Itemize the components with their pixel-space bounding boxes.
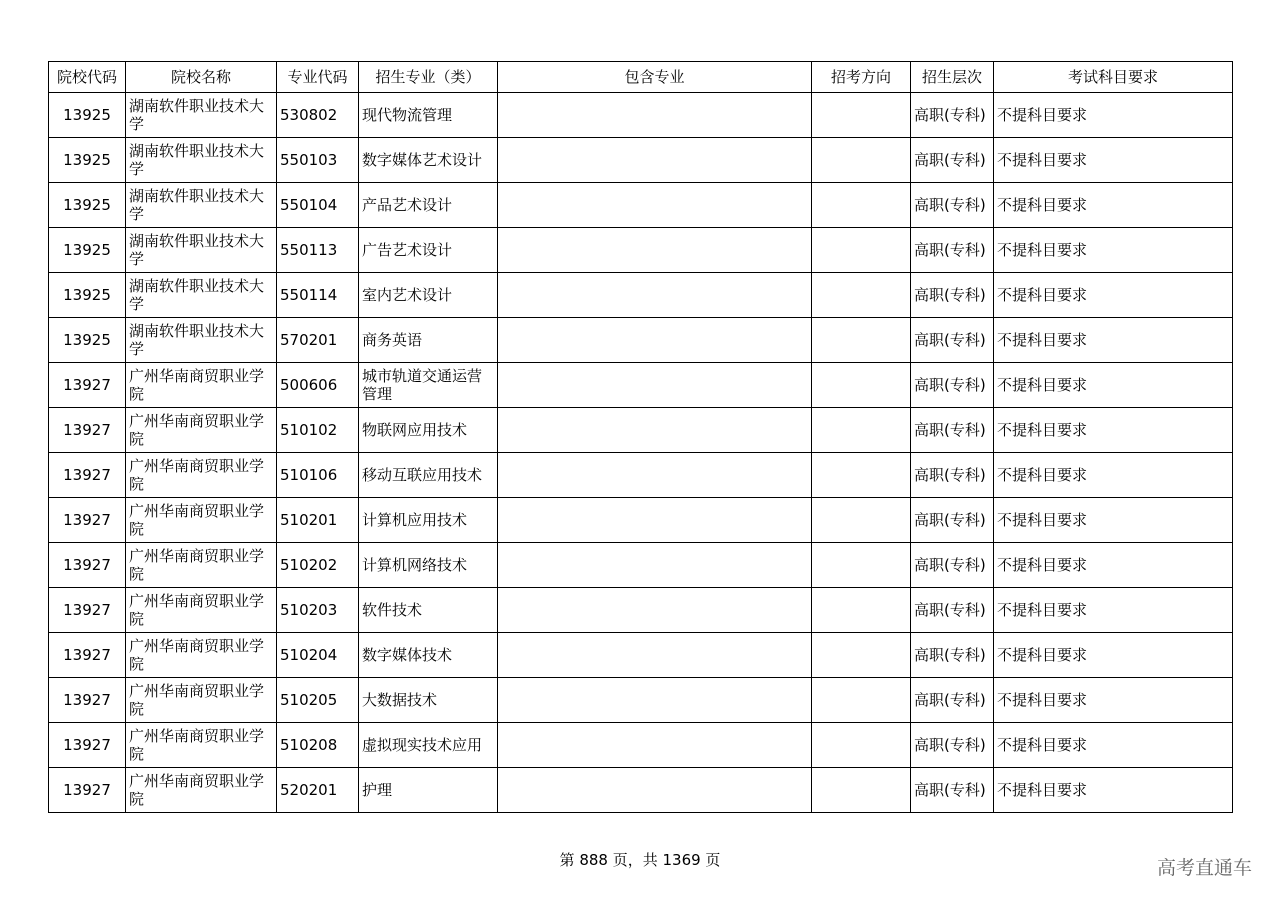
school-name-cell: 湖南软件职业技术大学 <box>126 228 277 273</box>
major-cell: 产品艺术设计 <box>359 183 498 228</box>
admissions-table <box>48 61 1233 813</box>
major-code-cell: 510204 <box>277 633 359 678</box>
major-cell: 数字媒体技术 <box>359 633 498 678</box>
major-code-cell: 570201 <box>277 318 359 363</box>
major-cell: 虚拟现实技术应用 <box>359 723 498 768</box>
school-name-cell: 湖南软件职业技术大学 <box>126 273 277 318</box>
level-cell: 高职(专科) <box>911 318 994 363</box>
major-cell: 城市轨道交通运营管理 <box>359 363 498 408</box>
page-footer: 第 888 页，共 1369 页 <box>559 851 721 869</box>
requirement-cell: 不提科目要求 <box>994 588 1233 633</box>
school-code-cell: 13925 <box>49 318 126 363</box>
level-cell: 高职(专科) <box>911 453 994 498</box>
school-name-cell: 广州华南商贸职业学院 <box>126 408 277 453</box>
direction-cell <box>812 498 911 543</box>
level-cell: 高职(专科) <box>911 93 994 138</box>
major-code-cell: 510208 <box>277 723 359 768</box>
included-majors-cell <box>498 93 812 138</box>
major-cell: 护理 <box>359 768 498 813</box>
table-row <box>49 723 1233 768</box>
included-majors-cell <box>498 228 812 273</box>
requirement-cell: 不提科目要求 <box>994 723 1233 768</box>
header-row <box>49 62 1233 93</box>
table-row <box>49 498 1233 543</box>
level-cell: 高职(专科) <box>911 633 994 678</box>
requirement-cell: 不提科目要求 <box>994 93 1233 138</box>
major-cell: 大数据技术 <box>359 678 498 723</box>
school-code-cell: 13927 <box>49 363 126 408</box>
school-name-cell: 湖南软件职业技术大学 <box>126 93 277 138</box>
included-majors-cell <box>498 453 812 498</box>
direction-cell <box>812 363 911 408</box>
direction-cell <box>812 543 911 588</box>
direction-cell <box>812 588 911 633</box>
table-row <box>49 183 1233 228</box>
included-majors-cell <box>498 768 812 813</box>
header-requirement: 考试科目要求 <box>994 62 1233 93</box>
level-cell: 高职(专科) <box>911 138 994 183</box>
school-name-cell: 广州华南商贸职业学院 <box>126 768 277 813</box>
table-row <box>49 588 1233 633</box>
included-majors-cell <box>498 543 812 588</box>
major-code-cell: 510106 <box>277 453 359 498</box>
school-code-cell: 13927 <box>49 498 126 543</box>
header-included-majors: 包含专业 <box>498 62 812 93</box>
school-code-cell: 13927 <box>49 408 126 453</box>
school-code-cell: 13927 <box>49 768 126 813</box>
requirement-cell: 不提科目要求 <box>994 318 1233 363</box>
level-cell: 高职(专科) <box>911 498 994 543</box>
school-code-cell: 13927 <box>49 543 126 588</box>
major-code-cell: 550103 <box>277 138 359 183</box>
major-cell: 计算机网络技术 <box>359 543 498 588</box>
school-code-cell: 13927 <box>49 723 126 768</box>
requirement-cell: 不提科目要求 <box>994 408 1233 453</box>
school-code-cell: 13925 <box>49 93 126 138</box>
school-code-cell: 13927 <box>49 453 126 498</box>
direction-cell <box>812 93 911 138</box>
direction-cell <box>812 183 911 228</box>
requirement-cell: 不提科目要求 <box>994 138 1233 183</box>
requirement-cell: 不提科目要求 <box>994 633 1233 678</box>
header-major: 招生专业（类） <box>359 62 498 93</box>
direction-cell <box>812 678 911 723</box>
major-code-cell: 550113 <box>277 228 359 273</box>
requirement-cell: 不提科目要求 <box>994 768 1233 813</box>
direction-cell <box>812 453 911 498</box>
major-cell: 广告艺术设计 <box>359 228 498 273</box>
school-name-cell: 广州华南商贸职业学院 <box>126 723 277 768</box>
direction-cell <box>812 408 911 453</box>
requirement-cell: 不提科目要求 <box>994 498 1233 543</box>
table-row <box>49 363 1233 408</box>
direction-cell <box>812 228 911 273</box>
watermark: 高考直通车 <box>1156 857 1252 879</box>
school-code-cell: 13925 <box>49 183 126 228</box>
included-majors-cell <box>498 183 812 228</box>
major-cell: 物联网应用技术 <box>359 408 498 453</box>
school-name-cell: 广州华南商贸职业学院 <box>126 678 277 723</box>
major-cell: 计算机应用技术 <box>359 498 498 543</box>
school-code-cell: 13927 <box>49 633 126 678</box>
included-majors-cell <box>498 633 812 678</box>
school-code-cell: 13927 <box>49 678 126 723</box>
major-cell: 数字媒体艺术设计 <box>359 138 498 183</box>
major-code-cell: 510201 <box>277 498 359 543</box>
school-name-cell: 广州华南商贸职业学院 <box>126 453 277 498</box>
table-row <box>49 678 1233 723</box>
school-code-cell: 13925 <box>49 273 126 318</box>
level-cell: 高职(专科) <box>911 363 994 408</box>
school-name-cell: 湖南软件职业技术大学 <box>126 138 277 183</box>
level-cell: 高职(专科) <box>911 543 994 588</box>
direction-cell <box>812 768 911 813</box>
major-cell: 室内艺术设计 <box>359 273 498 318</box>
direction-cell <box>812 318 911 363</box>
level-cell: 高职(专科) <box>911 228 994 273</box>
table-row <box>49 228 1233 273</box>
header-direction: 招考方向 <box>812 62 911 93</box>
major-code-cell: 510205 <box>277 678 359 723</box>
school-name-cell: 广州华南商贸职业学院 <box>126 633 277 678</box>
included-majors-cell <box>498 498 812 543</box>
major-code-cell: 550104 <box>277 183 359 228</box>
requirement-cell: 不提科目要求 <box>994 678 1233 723</box>
level-cell: 高职(专科) <box>911 678 994 723</box>
major-code-cell: 530802 <box>277 93 359 138</box>
major-cell: 软件技术 <box>359 588 498 633</box>
school-name-cell: 广州华南商贸职业学院 <box>126 543 277 588</box>
header-school-code: 院校代码 <box>49 62 126 93</box>
table-row <box>49 543 1233 588</box>
requirement-cell: 不提科目要求 <box>994 228 1233 273</box>
table-row <box>49 138 1233 183</box>
table-row <box>49 273 1233 318</box>
major-cell: 商务英语 <box>359 318 498 363</box>
included-majors-cell <box>498 318 812 363</box>
table-row <box>49 453 1233 498</box>
major-code-cell: 510203 <box>277 588 359 633</box>
school-code-cell: 13927 <box>49 588 126 633</box>
requirement-cell: 不提科目要求 <box>994 183 1233 228</box>
included-majors-cell <box>498 363 812 408</box>
major-code-cell: 500606 <box>277 363 359 408</box>
included-majors-cell <box>498 408 812 453</box>
direction-cell <box>812 723 911 768</box>
major-cell: 移动互联应用技术 <box>359 453 498 498</box>
included-majors-cell <box>498 273 812 318</box>
table-row <box>49 633 1233 678</box>
header-major-code: 专业代码 <box>277 62 359 93</box>
requirement-cell: 不提科目要求 <box>994 543 1233 588</box>
table-row <box>49 768 1233 813</box>
requirement-cell: 不提科目要求 <box>994 273 1233 318</box>
direction-cell <box>812 138 911 183</box>
included-majors-cell <box>498 138 812 183</box>
table-row <box>49 318 1233 363</box>
school-name-cell: 湖南软件职业技术大学 <box>126 318 277 363</box>
direction-cell <box>812 633 911 678</box>
included-majors-cell <box>498 588 812 633</box>
requirement-cell: 不提科目要求 <box>994 363 1233 408</box>
table-row <box>49 93 1233 138</box>
school-name-cell: 广州华南商贸职业学院 <box>126 588 277 633</box>
major-cell: 现代物流管理 <box>359 93 498 138</box>
school-name-cell: 广州华南商贸职业学院 <box>126 498 277 543</box>
school-name-cell: 广州华南商贸职业学院 <box>126 363 277 408</box>
major-code-cell: 550114 <box>277 273 359 318</box>
table-row <box>49 408 1233 453</box>
level-cell: 高职(专科) <box>911 183 994 228</box>
level-cell: 高职(专科) <box>911 408 994 453</box>
level-cell: 高职(专科) <box>911 723 994 768</box>
school-code-cell: 13925 <box>49 138 126 183</box>
major-code-cell: 510102 <box>277 408 359 453</box>
major-code-cell: 520201 <box>277 768 359 813</box>
included-majors-cell <box>498 678 812 723</box>
included-majors-cell <box>498 723 812 768</box>
direction-cell <box>812 273 911 318</box>
major-code-cell: 510202 <box>277 543 359 588</box>
school-code-cell: 13925 <box>49 228 126 273</box>
header-level: 招生层次 <box>911 62 994 93</box>
requirement-cell: 不提科目要求 <box>994 453 1233 498</box>
school-name-cell: 湖南软件职业技术大学 <box>126 183 277 228</box>
level-cell: 高职(专科) <box>911 588 994 633</box>
level-cell: 高职(专科) <box>911 273 994 318</box>
level-cell: 高职(专科) <box>911 768 994 813</box>
header-school-name: 院校名称 <box>126 62 277 93</box>
